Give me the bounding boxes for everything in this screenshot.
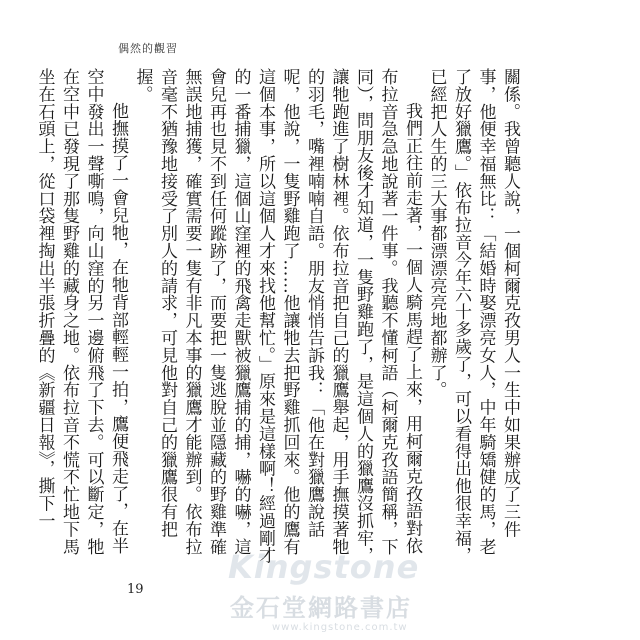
watermark (200, 548, 460, 640)
watermark-store-name: 金石堂網路書店 (230, 593, 412, 622)
paragraph: 他撫摸了一會兒牠，在牠背部輕輕一拍，鷹便飛走了，在半空中發出一聲嘶鳴，向山窪的另一邊俯飛了下去。可以斷定，牠在空中已發現了那隻野雞的藏身之地。依布拉音不慌不忙地下馬坐在石頭上，從口袋裡掏出半張折疊的《新疆日報》，撕下一 (34, 68, 128, 556)
watermark-logo: Kingstone (228, 548, 420, 586)
body-text (34, 68, 522, 568)
page-number: 19 (127, 582, 144, 597)
paragraph: 我們正往前走著，一個人騎馬趕了上來，用柯爾克孜語對依布拉音急急地說著一件事。我聽不懂柯語（柯爾克孜語簡稱，下同），問朋友後才知道，一隻野雞跑了，是這個人的獵鷹沒抓牢，讓牠跑進了樹林裡。依布拉音把自己的獵鷹舉起，用手撫摸著牠的羽毛，嘴裡喃喃自語。朋友悄悄告訴我：「他在對獵鷹說話呢，他說，一隻野雞跑了……他讓牠去把野雞抓回來。他的鷹有這個本事，所以這個人才來找他幫忙。」原來是這樣啊！經過剛才的一番捕獵，這個山窪裡的飛禽走獸被獵鷹捕的捕，嚇的嚇，這會兒再也見不到任何蹤跡了，而要把一隻逃脫並隱藏的野雞準確無誤地捕獲，確實需要一隻有非凡本事的獵鷹才能辦到。依布拉音毫不猶豫地接受了別人的請求，可見他對自己的獵鷹很有把握。 (132, 68, 422, 565)
watermark-url: www.kingstone.com.tw (272, 622, 408, 633)
running-header: 偶然的觀習 (118, 42, 178, 55)
paragraph: 關係。我曾聽人說，一個柯爾克孜男人一生中如果辦成了三件事，他便幸福無比：「結婚時娶漂亮女人，中年騎矯健的馬，老了放好獵鷹。」依布拉音今年六十多歲了，可以看得出他很幸福，已經把人生的三大事都漂漂亮亮地都辦了。 (426, 68, 520, 565)
